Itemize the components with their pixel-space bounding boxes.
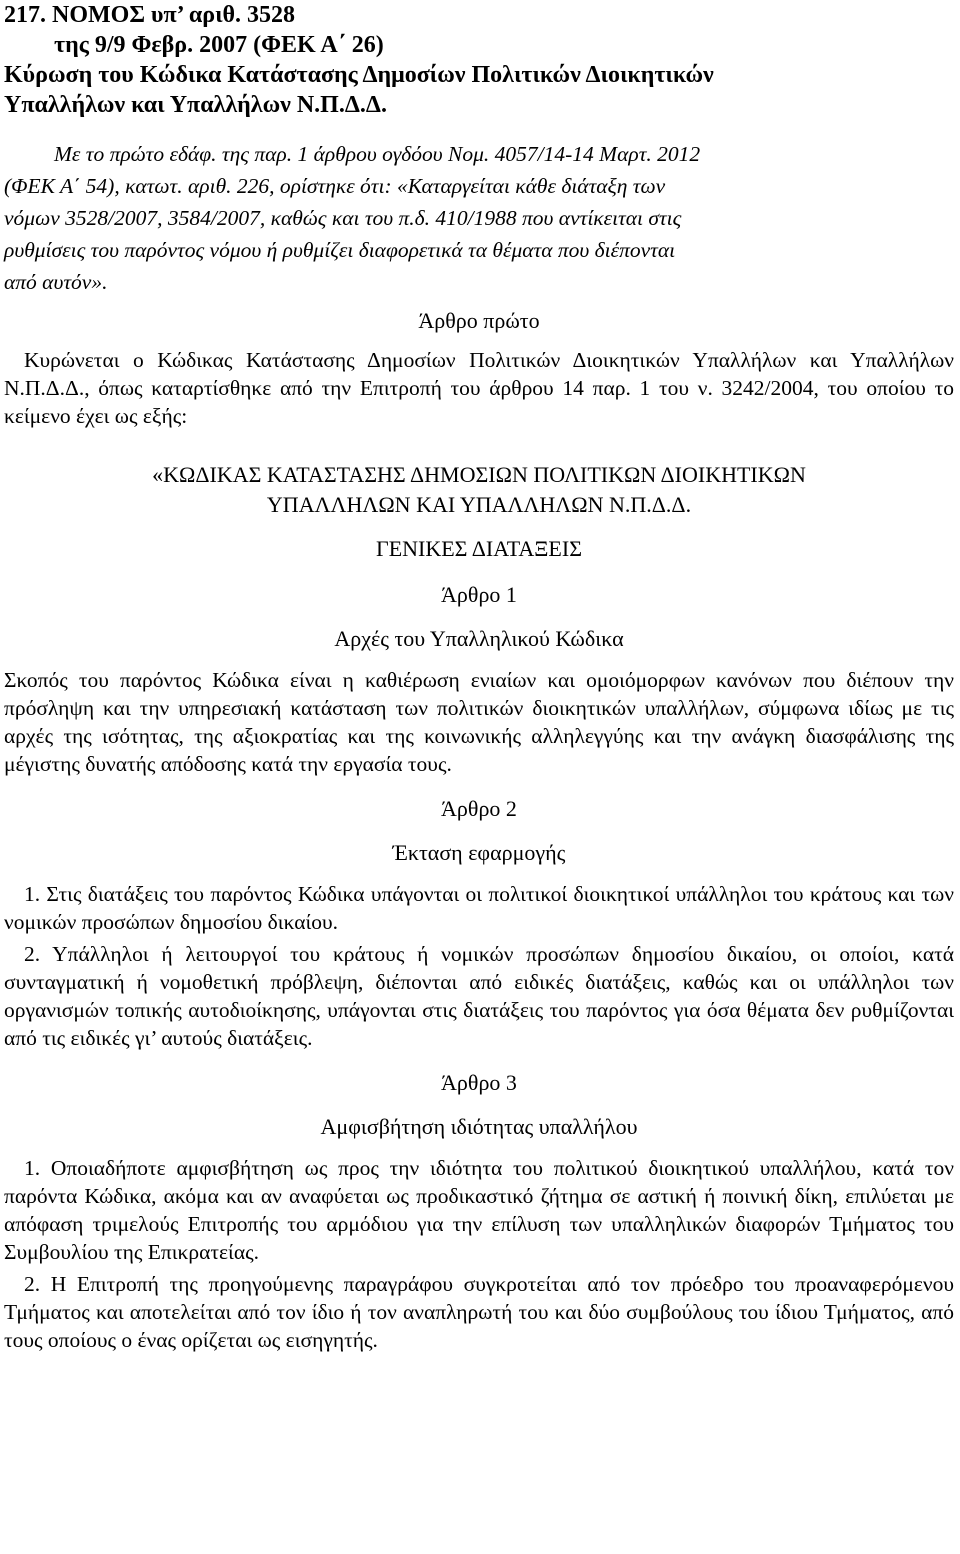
article-2-subheading: Έκταση εφαρμογής [392,840,566,865]
article-1-subheading: Αρχές του Υπαλληλικού Κώδικα [334,626,624,651]
document-page [4,0,954,1354]
code-title [4,460,954,564]
code-title-line-1: «ΚΩΔΙΚΑΣ ΚΑΤΑΣΤΑΣΗΣ ΔΗΜΟΣΙΩΝ ΠΟΛΙΤΙΚΩΝ ΔΙΟΙΚΗΤΙΚΩΝ [152,462,806,487]
amendment-line-3: νόμων 3528/2007, 3584/2007, καθώς και του π.δ. 410/1988 που αντίκειται στις [4,206,682,230]
article-1-text: Σκοπός του παρόντος Κώδικα είναι η καθιέρωση ενιαίων και ομοιόμορφων κανόνων που διέπουν την πρόσληψη και την υπηρεσιακή κατάσταση των πολιτικών διοικητικών υπαλλήλων, σύμφωνα ιδίως με τις αρχές της ισότητας, της αξιοκρατίας και της κοινωνικής αλληλεγγύης και την ανάγκη διασφάλισης της μέγιστης δυνατής απόδοσης κατά την εργασία τους. [4,668,954,776]
law-number: 217. ΝΟΜΟΣ υπ’ αριθ. 3528 [4,2,296,28]
article-2-para-2: 2. Υπάλληλοι ή λειτουργοί του κράτους ή νομικών προσώπων δημοσίου δικαίου, οι οποίοι, κατά συνταγματική ή νομοθετική πρόβλεψη, διέπονται από ειδικές διατάξεις, καθώς και οι υπάλληλοι των οργανισμών τοπικής αυτοδιοίκησης, υπάγονται στις διατάξεις του παρόντος για όσα θέματα δεν ρυθμίζονται από τις ειδικές γι’ αυτούς διατάξεις. [4,942,954,1050]
law-title-line-1: Κύρωση του Κώδικα Κατάστασης Δημοσίων Πολιτικών Διοικητικών [4,62,714,88]
law-date: της 9/9 Φεβρ. 2007 (ΦΕΚ Α΄ 26) [54,32,384,58]
amendment-line-5: από αυτόν». [4,270,108,294]
amendment-line-2: (ΦΕΚ Α΄ 54), κατωτ. αριθ. 226, ορίστηκε ότι: «Καταργείται κάθε διάταξη των [4,174,666,198]
article-2-para-1: 1. Στις διατάξεις του παρόντος Κώδικα υπάγονται οι πολιτικοί διοικητικοί υπάλληλοι του κράτους και των νομικών προσώπων δημοσίου δικαίου. [4,882,954,934]
amendment-line-4: ρυθμίσεις του παρόντος νόμου ή ρυθμίζει διαφορετικά τα θέματα που διέπονται [4,238,676,262]
article-first-text: Κυρώνεται ο Κώδικας Κατάστασης Δημοσίων Πολιτικών Διοικητικών Υπαλλήλων και Υπαλλήλων Ν.Π.Δ.Δ., όπως καταρτίσθηκε από την Επιτροπή του άρθρου 14 παρ. 1 του ν. 3242/2004, του οποίου το κείμενο έχει ως εξής: [4,348,954,428]
article-first-heading: Άρθρο πρώτο [418,308,540,333]
law-header [4,0,954,120]
amendment-line-1: Με το πρώτο εδάφ. της παρ. 1 άρθρου ογδόου Νομ. 4057/14-14 Μαρτ. 2012 [54,142,701,166]
article-3-heading: Άρθρο 3 [441,1070,517,1095]
amendment-note [4,138,954,298]
article-1-heading: Άρθρο 1 [441,582,517,607]
general-provisions-heading: ΓΕΝΙΚΕΣ ΔΙΑΤΑΞΕΙΣ [375,536,582,561]
article-3-para-2: 2. Η Επιτροπή της προηγούμενης παραγράφου συγκροτείται από τον πρόεδρο του προαναφερόμενου Τμήματος και αποτελείται από τον ίδιο ή τον αναπληρωτή του και δύο συμβούλους του ίδιου Τμήματος, από τους οποίους ο ένας ορίζεται ως εισηγητής. [4,1272,954,1352]
code-title-line-2: ΥΠΑΛΛΗΛΩΝ ΚΑΙ ΥΠΑΛΛΗΛΩΝ Ν.Π.Δ.Δ. [266,492,692,517]
article-3-para-1: 1. Οποιαδήποτε αμφισβήτηση ως προς την ιδιότητα του πολιτικού διοικητικού υπαλλήλου, κατά τον παρόντα Κώδικα, ακόμα και αν αναφύεται ως προδικαστικό ζήτημα σε αστική ή ποινική δίκη, επιλύεται με απόφαση τριμελούς Επιτροπής του αρμόδιου για την επίλυση των υπαλληλικών διαφορών Τμήματος του Συμβουλίου της Επικρατείας. [4,1156,954,1264]
law-title-line-2: Υπαλλήλων και Υπαλλήλων Ν.Π.Δ.Δ. [4,92,387,118]
article-3-subheading: Αμφισβήτηση ιδιότητας υπαλλήλου [320,1114,638,1139]
article-2-heading: Άρθρο 2 [441,796,517,821]
